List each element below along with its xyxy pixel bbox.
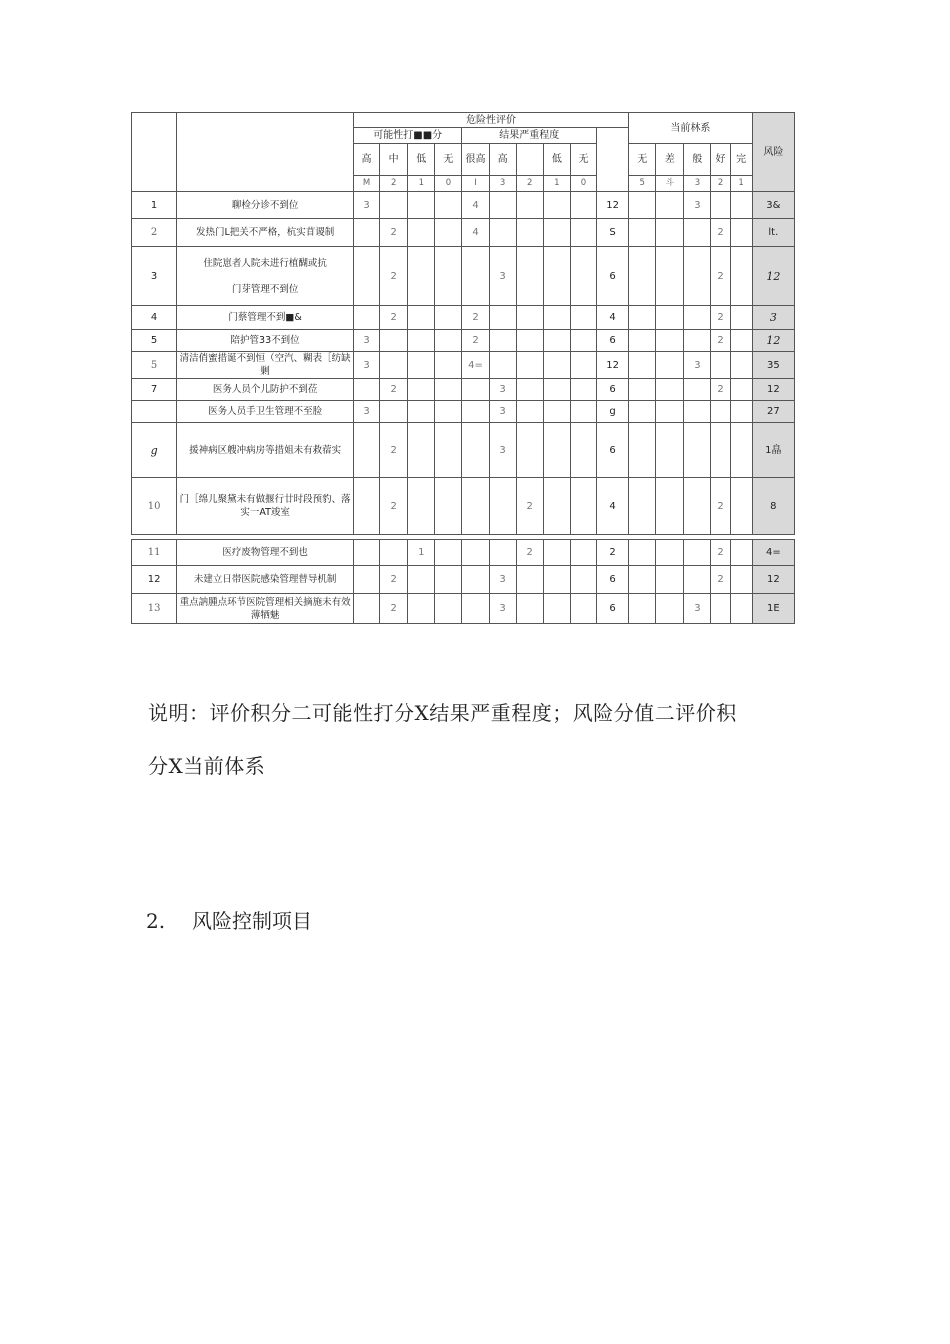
row-number <box>132 401 177 423</box>
score-cell: 3 <box>354 192 380 219</box>
score-cell: 2 <box>711 478 730 535</box>
possibility-level-2: 低 <box>408 144 435 176</box>
score-cell <box>435 594 462 624</box>
score-cell <box>408 594 435 624</box>
score-cell <box>730 379 752 401</box>
eval-score: 12 <box>597 192 629 219</box>
table-row <box>132 330 795 352</box>
eval-score: S <box>597 219 629 247</box>
score-cell <box>656 352 684 379</box>
possibility-level-3: 无 <box>435 144 462 176</box>
score-cell <box>570 594 596 624</box>
score-cell <box>684 330 711 352</box>
score-cell <box>570 330 596 352</box>
table-row <box>132 401 795 423</box>
risk-item: 医疗废物管理不到也 <box>177 540 354 566</box>
score-cell: 2 <box>711 306 730 330</box>
score-cell <box>408 306 435 330</box>
score-cell <box>435 352 462 379</box>
severity-score-4: 0 <box>570 176 596 192</box>
score-cell <box>354 594 380 624</box>
score-cell <box>711 594 730 624</box>
risk-rows <box>132 192 795 624</box>
score-cell <box>435 478 462 535</box>
eval-score: 6 <box>597 379 629 401</box>
risk-item: 医务人员手卫生管理不至脸 <box>177 401 354 423</box>
system-level-1: 差 <box>656 144 684 176</box>
score-cell <box>354 566 380 594</box>
score-cell <box>730 247 752 306</box>
score-cell <box>711 401 730 423</box>
score-cell <box>656 401 684 423</box>
score-cell <box>435 192 462 219</box>
possibility-score-1: 2 <box>380 176 408 192</box>
table-row <box>132 540 795 566</box>
score-cell <box>354 219 380 247</box>
risk-assessment-table <box>131 112 795 624</box>
score-cell <box>656 540 684 566</box>
row-number: 10 <box>132 478 177 535</box>
risk-item: 未建立日帯医院感染管理替导机制 <box>177 566 354 594</box>
risk-value: 4= <box>752 540 794 566</box>
score-cell <box>629 306 656 330</box>
risk-value: 12 <box>752 379 794 401</box>
eval-score: 6 <box>597 247 629 306</box>
score-cell <box>684 540 711 566</box>
table-row <box>132 247 795 306</box>
score-cell: 2 <box>380 306 408 330</box>
score-cell <box>489 478 516 535</box>
score-cell <box>684 306 711 330</box>
score-cell: 2 <box>711 330 730 352</box>
risk-item: 陪护管33不到位 <box>177 330 354 352</box>
section-title: 风险控制项目 <box>192 909 312 933</box>
table-row <box>132 352 795 379</box>
score-cell <box>543 423 570 478</box>
score-cell <box>408 219 435 247</box>
severity-level-1: 高 <box>489 144 516 176</box>
score-cell <box>408 247 435 306</box>
score-cell <box>380 352 408 379</box>
score-cell: 3 <box>684 192 711 219</box>
table-row <box>132 423 795 478</box>
score-cell <box>543 219 570 247</box>
row-number: 4 <box>132 306 177 330</box>
severity-level-0: 很高 <box>462 144 489 176</box>
score-cell: 4 <box>462 219 489 247</box>
score-cell <box>656 379 684 401</box>
score-cell <box>380 330 408 352</box>
score-cell <box>656 594 684 624</box>
score-cell: 2 <box>380 423 408 478</box>
risk-value: 1皛 <box>752 423 794 478</box>
risk-item: 住院崽者人院未进行植醐或抗 门芽管理不到位 <box>177 247 354 306</box>
score-cell <box>656 219 684 247</box>
section-heading <box>146 905 312 934</box>
score-cell <box>462 379 489 401</box>
score-cell <box>629 540 656 566</box>
score-cell <box>543 306 570 330</box>
score-cell <box>570 192 596 219</box>
score-cell <box>730 352 752 379</box>
score-cell <box>354 379 380 401</box>
score-cell <box>684 478 711 535</box>
section-number: 2. <box>146 909 166 933</box>
score-cell <box>543 594 570 624</box>
score-cell: 3 <box>489 379 516 401</box>
score-cell <box>516 379 543 401</box>
score-cell <box>435 247 462 306</box>
score-cell <box>629 330 656 352</box>
score-cell <box>629 401 656 423</box>
score-cell <box>354 540 380 566</box>
system-level-0: 无 <box>629 144 656 176</box>
risk-value: 35 <box>752 352 794 379</box>
score-cell <box>570 540 596 566</box>
score-cell <box>354 423 380 478</box>
header-hazard-eval: 危险性评价 <box>354 113 629 128</box>
score-cell <box>408 566 435 594</box>
eval-score: 4 <box>597 478 629 535</box>
score-cell <box>462 540 489 566</box>
score-cell <box>570 401 596 423</box>
score-cell: 3 <box>684 352 711 379</box>
score-cell <box>462 478 489 535</box>
score-cell <box>543 330 570 352</box>
score-cell <box>516 401 543 423</box>
score-cell <box>656 306 684 330</box>
score-cell: 2 <box>516 540 543 566</box>
score-cell <box>656 423 684 478</box>
score-cell <box>543 540 570 566</box>
score-cell <box>730 219 752 247</box>
score-cell <box>656 478 684 535</box>
score-cell <box>435 401 462 423</box>
score-cell <box>462 401 489 423</box>
header-blank-score <box>597 128 629 192</box>
score-cell <box>570 566 596 594</box>
score-cell <box>435 566 462 594</box>
score-cell: 2 <box>462 306 489 330</box>
score-cell <box>570 379 596 401</box>
table-row <box>132 192 795 219</box>
risk-value: 12 <box>752 247 794 306</box>
risk-value: 3 <box>752 306 794 330</box>
score-cell: 2 <box>711 219 730 247</box>
score-cell <box>435 423 462 478</box>
score-cell: 3 <box>489 566 516 594</box>
row-number: 13 <box>132 594 177 624</box>
severity-score-3: 1 <box>543 176 570 192</box>
score-cell <box>380 401 408 423</box>
score-cell <box>543 247 570 306</box>
row-number: 2 <box>132 219 177 247</box>
score-cell <box>408 401 435 423</box>
score-cell <box>354 478 380 535</box>
row-number: 1 <box>132 192 177 219</box>
row-number: g <box>132 423 177 478</box>
score-cell <box>516 219 543 247</box>
score-cell <box>380 540 408 566</box>
score-cell <box>543 566 570 594</box>
system-score-2: 3 <box>684 176 711 192</box>
risk-item: 发热门L把关不严格，杭实苜谡制 <box>177 219 354 247</box>
score-cell <box>684 379 711 401</box>
eval-score: 4 <box>597 306 629 330</box>
score-cell <box>684 566 711 594</box>
eval-score: 6 <box>597 594 629 624</box>
system-score-3: 2 <box>711 176 730 192</box>
possibility-level-0: 高 <box>354 144 380 176</box>
score-cell <box>629 379 656 401</box>
score-cell <box>656 566 684 594</box>
header-blank-item <box>177 113 354 192</box>
score-cell <box>730 423 752 478</box>
eval-score: g <box>597 401 629 423</box>
row-number: 5 <box>132 330 177 352</box>
score-cell <box>730 192 752 219</box>
risk-item: 重点訥腫点环节医院管理相关摘施未有效薄牺魅 <box>177 594 354 624</box>
table-row <box>132 219 795 247</box>
system-score-1: 斗 <box>656 176 684 192</box>
risk-item: 援神病区艘冲病房等措姐未有救蓿实 <box>177 423 354 478</box>
score-cell: 4= <box>462 352 489 379</box>
row-number: 5 <box>132 352 177 379</box>
score-cell <box>380 192 408 219</box>
header-current-system: 当前林系 <box>629 113 753 144</box>
severity-score-2: 2 <box>516 176 543 192</box>
score-cell <box>516 192 543 219</box>
system-level-4: 完 <box>730 144 752 176</box>
score-cell: 3 <box>354 352 380 379</box>
header-risk: 风险 <box>752 113 794 192</box>
row-number: 11 <box>132 540 177 566</box>
score-cell <box>435 330 462 352</box>
score-cell <box>516 306 543 330</box>
possibility-level-1: 中 <box>380 144 408 176</box>
severity-score-0: I <box>462 176 489 192</box>
system-score-4: 1 <box>730 176 752 192</box>
score-cell: 2 <box>380 594 408 624</box>
score-cell <box>489 330 516 352</box>
score-cell <box>730 594 752 624</box>
risk-value: 12 <box>752 330 794 352</box>
score-cell <box>629 566 656 594</box>
severity-level-2 <box>516 144 543 176</box>
risk-item: 医务人员个儿防护不到莅 <box>177 379 354 401</box>
score-cell <box>543 379 570 401</box>
risk-value: 8 <box>752 478 794 535</box>
score-cell: 2 <box>711 247 730 306</box>
score-cell <box>629 192 656 219</box>
score-cell: 2 <box>711 566 730 594</box>
risk-value: 12 <box>752 566 794 594</box>
score-cell <box>730 478 752 535</box>
score-cell: 2 <box>462 330 489 352</box>
score-cell <box>711 423 730 478</box>
score-cell <box>435 219 462 247</box>
score-cell <box>462 423 489 478</box>
score-cell <box>462 566 489 594</box>
score-cell <box>570 306 596 330</box>
score-cell <box>656 247 684 306</box>
score-cell <box>629 423 656 478</box>
score-cell: 2 <box>380 566 408 594</box>
score-cell <box>730 330 752 352</box>
score-cell <box>629 478 656 535</box>
score-cell: 2 <box>380 219 408 247</box>
score-cell <box>570 247 596 306</box>
score-cell <box>462 594 489 624</box>
score-cell: 2 <box>516 478 543 535</box>
score-cell <box>489 352 516 379</box>
score-cell: 3 <box>489 247 516 306</box>
risk-value: lt. <box>752 219 794 247</box>
score-cell: 2 <box>380 247 408 306</box>
score-cell <box>354 247 380 306</box>
score-cell <box>730 401 752 423</box>
header-possibility: 可能性打■■分 <box>354 128 462 144</box>
possibility-score-2: 1 <box>408 176 435 192</box>
score-cell: 3 <box>354 401 380 423</box>
score-cell <box>516 423 543 478</box>
note-line-1: 说明：评价积分二可能性打分X结果严重程度；风险分值二评价积 <box>148 701 737 725</box>
score-cell <box>543 192 570 219</box>
score-cell <box>730 566 752 594</box>
score-cell <box>408 192 435 219</box>
risk-item: 门蔡管理不到■& <box>177 306 354 330</box>
score-cell <box>570 423 596 478</box>
score-cell <box>516 566 543 594</box>
score-cell <box>684 401 711 423</box>
eval-score: 12 <box>597 352 629 379</box>
score-cell <box>730 306 752 330</box>
score-cell <box>408 478 435 535</box>
eval-score: 6 <box>597 423 629 478</box>
score-cell <box>435 540 462 566</box>
score-cell: 1 <box>408 540 435 566</box>
possibility-score-0: M <box>354 176 380 192</box>
risk-item: 聊检分诊不到位 <box>177 192 354 219</box>
table-row <box>132 379 795 401</box>
score-cell <box>435 306 462 330</box>
table-row <box>132 306 795 330</box>
score-cell <box>489 219 516 247</box>
score-cell <box>408 423 435 478</box>
score-cell <box>516 352 543 379</box>
score-cell <box>408 330 435 352</box>
score-cell <box>684 423 711 478</box>
score-cell <box>543 401 570 423</box>
score-cell <box>684 219 711 247</box>
score-cell <box>629 247 656 306</box>
severity-level-3: 低 <box>543 144 570 176</box>
score-cell: 3 <box>354 330 380 352</box>
score-cell: 3 <box>684 594 711 624</box>
score-cell <box>516 330 543 352</box>
score-cell <box>489 306 516 330</box>
risk-value: 27 <box>752 401 794 423</box>
score-cell <box>730 540 752 566</box>
row-number: 12 <box>132 566 177 594</box>
score-cell <box>462 247 489 306</box>
score-cell <box>656 330 684 352</box>
score-cell <box>516 247 543 306</box>
score-cell <box>489 540 516 566</box>
header-severity: 结果严重程度 <box>462 128 597 144</box>
score-cell <box>570 352 596 379</box>
score-cell: 2 <box>380 379 408 401</box>
severity-level-4: 无 <box>570 144 596 176</box>
risk-value: 1E <box>752 594 794 624</box>
score-cell <box>408 379 435 401</box>
table-row <box>132 594 795 624</box>
score-cell: 4 <box>462 192 489 219</box>
table-row <box>132 478 795 535</box>
score-cell <box>711 192 730 219</box>
score-cell <box>629 219 656 247</box>
score-cell <box>543 478 570 535</box>
score-cell: 2 <box>380 478 408 535</box>
score-cell <box>516 594 543 624</box>
score-cell <box>570 219 596 247</box>
eval-score: 6 <box>597 566 629 594</box>
score-cell <box>629 352 656 379</box>
risk-item: 门［绵儿聚黛未有做揠行廿时段预豹、落实一AT竣室 <box>177 478 354 535</box>
score-cell <box>354 306 380 330</box>
score-cell <box>711 352 730 379</box>
score-cell <box>408 352 435 379</box>
row-number: 7 <box>132 379 177 401</box>
risk-value: 3& <box>752 192 794 219</box>
eval-score: 6 <box>597 330 629 352</box>
system-level-2: 般 <box>684 144 711 176</box>
score-cell <box>543 352 570 379</box>
score-cell: 2 <box>711 379 730 401</box>
table-row <box>132 566 795 594</box>
score-cell <box>656 192 684 219</box>
score-cell: 2 <box>711 540 730 566</box>
eval-score: 2 <box>597 540 629 566</box>
severity-score-1: 3 <box>489 176 516 192</box>
score-cell: 3 <box>489 401 516 423</box>
score-cell <box>629 594 656 624</box>
score-cell: 3 <box>489 423 516 478</box>
score-cell: 3 <box>489 594 516 624</box>
note-line-2: 分X当前体系 <box>148 754 266 778</box>
header-blank-no <box>132 113 177 192</box>
score-cell <box>684 247 711 306</box>
system-level-3: 好 <box>711 144 730 176</box>
possibility-score-3: 0 <box>435 176 462 192</box>
system-score-0: 5 <box>629 176 656 192</box>
risk-item: 清洁俏蜜措诞不到恒（空汽、糊表［纺缺剿 <box>177 352 354 379</box>
row-number: 3 <box>132 247 177 306</box>
score-cell <box>489 192 516 219</box>
score-cell <box>435 379 462 401</box>
score-cell <box>570 478 596 535</box>
